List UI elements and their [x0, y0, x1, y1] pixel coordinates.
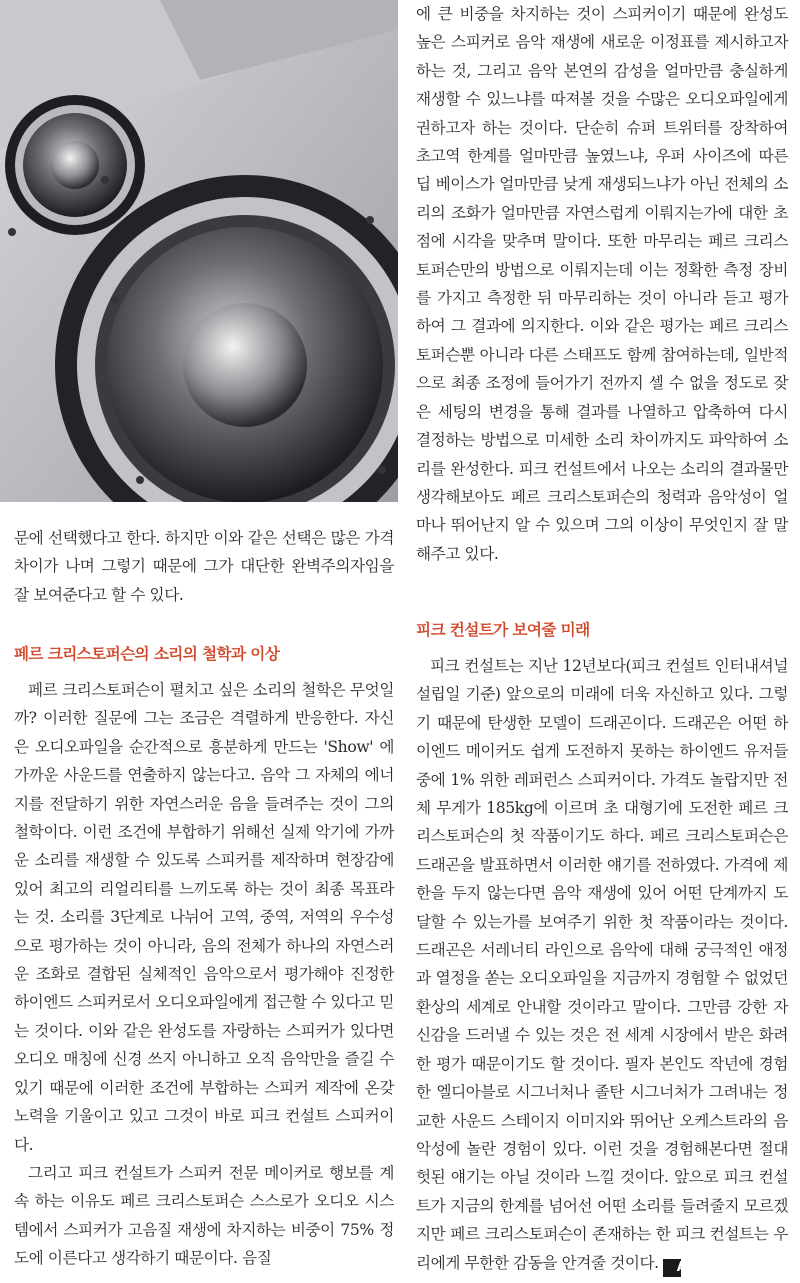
end-mark-icon: A	[663, 1259, 681, 1277]
body-paragraph: 그리고 피크 컨설트가 스피커 전문 메이커로 행보를 계속 하는 이유도 페르 크리스토퍼슨 스스로가 오디오 시스템에서 스피커가 고음질 재생에 차지하는 비중이 75% 정도에 이른다고 생각하기 때문이다. 음질	[14, 1163, 394, 1268]
speaker-icon	[0, 0, 398, 502]
speaker-photo	[0, 0, 398, 502]
section-heading-future: 피크 컨설트가 보여줄 미래	[416, 621, 590, 639]
body-paragraph	[416, 652, 788, 1277]
section-philosophy	[14, 632, 394, 1273]
section-future	[416, 608, 788, 1277]
left-intro-text	[14, 524, 394, 609]
right-column-text	[416, 0, 788, 568]
body-paragraph: 페르 크리스토퍼슨이 펼치고 싶은 소리의 철학은 무엇일까? 이러한 질문에 그는 조금은 격렬하게 반응한다. 자신은 오디오파일을 순간적으로 흥분하게 만드는 'Show' 에 가까운 사운드를 연출하지 않는다고. 음악 그 자체의 에너지를 전달하기 위한 자연스러운 음을 들려주는 것이 그의 철학이다. 이런 조건에 부합하기 위해선 실제 악기에 가까운 소리를 재생할 수 있도록 스피커를 제작하며 현장감에 있어 최고의 리얼리티를 느끼도록 하는 것이 최종 목표라는 것. 소리를 3단계로 나뉘어 고역, 중역, 저역의 우수성으로 평가하는 것이 아니라, 음의 전체가 하나의 자연스러운 조화로 결합된 실체적인 음악으로서 평가해야 진정한 하이엔드 스피커로서 오디오파일에게 접근할 수 있다고 믿는 것이다. 이와 같은 완성도를 자랑하는 스피커가 있다면 오디오 매칭에 신경 쓰지 아니하고 오직 음악만을 즐길 수 있기 때문에 이러한 조건에 부합하는 스피커 제작에 온갖 노력을 기울이고 있고 그것이 바로 피크 컨설트 스피커이다.	[14, 681, 394, 1154]
intro-paragraph: 문에 선택했다고 한다. 하지만 이와 같은 선택은 많은 가격 차이가 나며 그렇기 때문에 그가 대단한 완벽주의자임을 잘 보여준다고 할 수 있다.	[14, 529, 394, 604]
future-text: 피크 컨설트는 지난 12년보다(피크 컨설트 인터내셔널 설립일 기준) 앞으로의 미래에 더욱 자신하고 있다. 그렇기 때문에 탄생한 모델이 드래곤이다. 드래곤은 어떤 하이엔드 메이커도 쉽게 도전하지 못하는 하이엔드 유저들 중에 1% 위한 레퍼런스 스피커이다. 가격도 놀랍지만 전체 무게가 185kg에 이르며 초 대형기에 도전한 페르 크리스토퍼슨의 첫 작품이기도 하다. 페르 크리스토퍼슨은 드래곤을 발표하면서 이러한 얘기를 전하였다. 가격에 제한을 두지 않는다면 음악 재생에 있어 어떤 단계까지 도달할 수 있는가를 보여주기 위한 첫 작품이라는 것이다. 드래곤은 서레너티 라인으로 음악에 대해 궁극적인 애정과 열정을 쏟는 오디오파일을 지금까지 경험할 수 없었던 환상의 세계로 안내할 것이라고 말이다. 그만큼 강한 자신감을 드러낼 수 있는 것은 전 세계 시장에서 받은 화려한 평가 때문이기도 할 것이다. 필자 본인도 작년에 경험한 엘디아블로 시그너처나 졸탄 시그너처가 그려내는 정교한 사운드 스테이지 이미지와 뛰어난 오케스트라의 음악성에 놀란 경험이 있다. 이런 것을 경험해본다면 절대 헛된 얘기는 아닐 것이라 느낄 것이다. 앞으로 피크 컨설트가 지금의 한계를 넘어선 어떤 소리를 들려줄지 모르겠지만 페르 크리스토퍼슨이 존재하는 한 피크 컨설트는 우리에게 무한한 감동을 안겨줄 것이다.	[416, 657, 788, 1272]
section-heading-philosophy: 페르 크리스토퍼슨의 소리의 철학과 이상	[14, 645, 280, 663]
body-paragraph: 에 큰 비중을 차지하는 것이 스피커이기 때문에 완성도 높은 스피커로 음악 재생에 새로운 이정표를 제시하고자 하는 것, 그리고 음악 본연의 감성을 얼마만큼 충실하게 재생할 수 있느냐를 따져볼 것을 수많은 오디오파일에게 권하고자 하는 것이다. 단순히 슈퍼 트위터를 장착하여 초고역 한계를 얼마만큼 높였느냐, 우퍼 사이즈에 따른 딥 베이스가 얼마만큼 낮게 재생되느냐가 아닌 전체의 소리의 조화가 얼마만큼 자연스럽게 이뤄지는가에 대한 초점에 시각을 맞추며 말이다. 또한 마무리는 페르 크리스토퍼슨만의 방법으로 이뤄지는데 이는 정확한 측정 장비를 가지고 측정한 뒤 마무리하는 것이 아니라 듣고 평가하여 그 결과에 의지한다. 이와 같은 평가는 페르 크리스토퍼슨뿐 아니라 다른 스태프도 함께 참여하는데, 일반적으로 최종 조정에 들어가기 전까지 셀 수 없을 정도로 잦은 세팅의 변경을 통해 결과를 나열하고 압축하여 다시 결정하는 방법으로 미세한 소리 차이까지도 파악하여 소리를 완성한다. 피크 컨설트에서 나오는 소리의 결과물만 생각해보아도 페르 크리스토퍼슨의 청력과 음악성이 얼마나 뛰어난지 알 수 있으며 그의 이상이 무엇인지 잘 말해주고 있다.	[416, 5, 788, 563]
